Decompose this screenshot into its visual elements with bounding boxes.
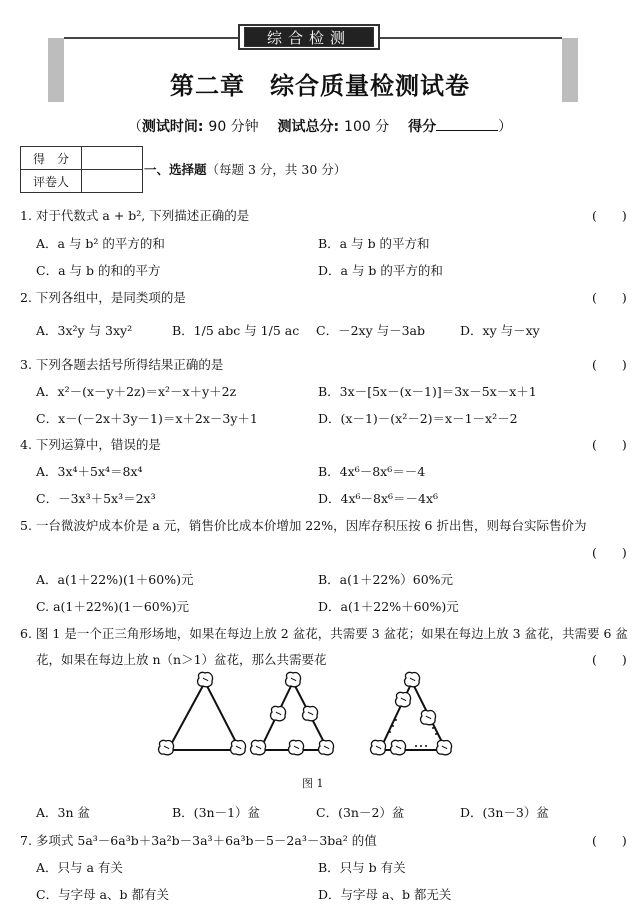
triangle-n-per-side	[371, 672, 452, 754]
q6-answer[interactable]: ( )	[592, 652, 627, 667]
section-heading	[144, 160, 346, 178]
q6-num: 6.	[20, 626, 32, 641]
paren-close: ）	[498, 119, 513, 135]
question-1	[20, 206, 249, 224]
q6-stem-continued: 花，如果在每边上放 n（n＞1）盆花，那么共需要花	[36, 652, 327, 667]
q3-answer[interactable]: ( )	[592, 357, 627, 372]
score-table	[20, 146, 143, 193]
time-label: 测试时间:	[141, 119, 204, 135]
q2-num: 2.	[20, 290, 32, 305]
score-blank[interactable]	[436, 118, 498, 131]
paren-open: （	[127, 119, 142, 135]
q4-option-c[interactable]: C．－3x³＋5x³＝2x³	[36, 491, 156, 506]
question-7	[20, 831, 377, 849]
q3-option-c[interactable]: C．x－(－2x＋3y－1)＝x＋2x－3y＋1	[36, 411, 258, 426]
q2-option-b[interactable]: B．1/5 abc 与 1/5 ac	[172, 323, 300, 338]
score-row-label: 得 分	[21, 147, 82, 170]
q7-option-d[interactable]: D．与字母 a、b 都无关	[318, 887, 452, 902]
total-value: 100 分	[344, 119, 390, 135]
section-note: （每题 3 分，共 30 分）	[206, 162, 347, 177]
q4-stem: 下列运算中，错误的是	[35, 437, 161, 452]
q4-option-a[interactable]: A．3x⁴＋5x⁴＝8x⁴	[36, 464, 143, 479]
q2-stem: 下列各组中，是同类项的是	[35, 290, 186, 305]
triangle-3-per-side	[251, 672, 334, 754]
q7-stem: 多项式 5a³－6a³b＋3a²b－3a³＋6a³b－5－2a³－3ba² 的值	[35, 833, 377, 848]
q3-option-d[interactable]: D．(x－1)－(x²－2)＝x－1－x²－2	[318, 411, 518, 426]
q5-option-d[interactable]: D．a(1＋22%＋60%)元	[318, 599, 459, 614]
score-cell[interactable]	[82, 147, 143, 170]
q4-answer[interactable]: ( )	[592, 437, 627, 452]
q6-option-b[interactable]: B．(3n－1）盆	[172, 805, 261, 820]
q5-answer[interactable]: ( )	[592, 545, 627, 560]
q1-stem: 对于代数式 a + b², 下列描述正确的是	[35, 208, 250, 223]
header-rule-left	[64, 37, 238, 39]
q2-option-a[interactable]: A．3x²y 与 3xy²	[36, 323, 133, 338]
q4-option-d[interactable]: D．4x⁶－8x⁶＝－4x⁶	[318, 491, 439, 506]
q3-option-b[interactable]: B．3x－[5x－(x－1)]＝3x－5x－x＋1	[318, 384, 537, 399]
q1-option-a[interactable]: A．a 与 b² 的平方的和	[36, 236, 165, 251]
q1-num: 1.	[20, 208, 32, 223]
q3-stem: 下列各题去括号所得结果正确的是	[35, 357, 224, 372]
q7-answer[interactable]: ( )	[592, 833, 627, 848]
q5-option-b[interactable]: B．a(1＋22%）60%元	[318, 572, 454, 587]
question-2	[20, 288, 186, 306]
total-label: 测试总分:	[277, 119, 340, 135]
q3-option-a[interactable]: A．x²－(x－y＋2z)＝x²－x＋y＋2z	[36, 384, 237, 399]
q6-option-a[interactable]: A．3n 盆	[36, 805, 91, 820]
grader-row-label: 评卷人	[21, 170, 82, 193]
question-4	[20, 435, 161, 453]
q6-option-d[interactable]: D．(3n－3）盆	[460, 805, 549, 820]
q4-option-b[interactable]: B．4x⁶－8x⁶＝－4	[318, 464, 426, 479]
question-5	[20, 516, 586, 534]
q1-option-c[interactable]: C．a 与 b 的和的平方	[36, 263, 161, 278]
q1-option-d[interactable]: D．a 与 b 的平方的和	[318, 263, 443, 278]
q2-option-c[interactable]: C．－2xy 与－3ab	[316, 323, 426, 338]
q7-option-c[interactable]: C．与字母 a、b 都有关	[36, 887, 169, 902]
page-title: 第二章 综合质量检测试卷	[170, 72, 470, 100]
question-6	[20, 624, 628, 642]
triangle-2-per-side	[159, 672, 246, 754]
figure-caption: 图 1	[302, 777, 324, 790]
q1-option-b[interactable]: B．a 与 b 的平方和	[318, 236, 430, 251]
q4-num: 4.	[20, 437, 32, 452]
banner-text: 综合检测	[244, 27, 374, 47]
score-label: 得分	[408, 119, 437, 135]
time-value: 90 分钟	[208, 119, 259, 135]
q5-option-a[interactable]: A．a(1＋22%)(1＋60%)元	[36, 572, 194, 587]
q3-num: 3.	[20, 357, 32, 372]
q2-answer[interactable]: ( )	[592, 290, 627, 305]
q2-option-d[interactable]: D．xy 与－xy	[460, 323, 540, 338]
header-rule-right	[380, 37, 562, 39]
figure-triangles	[150, 668, 470, 766]
banner	[238, 24, 380, 50]
q6-option-c[interactable]: C．(3n－2）盆	[316, 805, 405, 820]
grader-cell[interactable]	[82, 170, 143, 193]
q5-num: 5.	[20, 518, 32, 533]
q5-stem: 一台微波炉成本价是 a 元，销售价比成本价增加 22%，因库存积压按 6 折出售，则每台实际售价为	[35, 518, 587, 533]
q7-num: 7.	[20, 833, 32, 848]
q5-option-c[interactable]: C. a(1＋22%)(1－60%)元	[36, 599, 189, 614]
q1-answer[interactable]: ( )	[592, 208, 627, 223]
q7-option-a[interactable]: A．只与 a 有关	[36, 860, 123, 875]
test-info	[0, 116, 640, 136]
q7-option-b[interactable]: B．只与 b 有关	[318, 860, 406, 875]
q6-stem: 图 1 是一个正三角形场地，如果在每边上放 2 盆花，共需要 3 盆花；如果在每边上放 3 盆花，共需要 6 盆	[35, 626, 628, 641]
question-3	[20, 355, 223, 373]
section-title: 一、选择题	[144, 162, 207, 177]
